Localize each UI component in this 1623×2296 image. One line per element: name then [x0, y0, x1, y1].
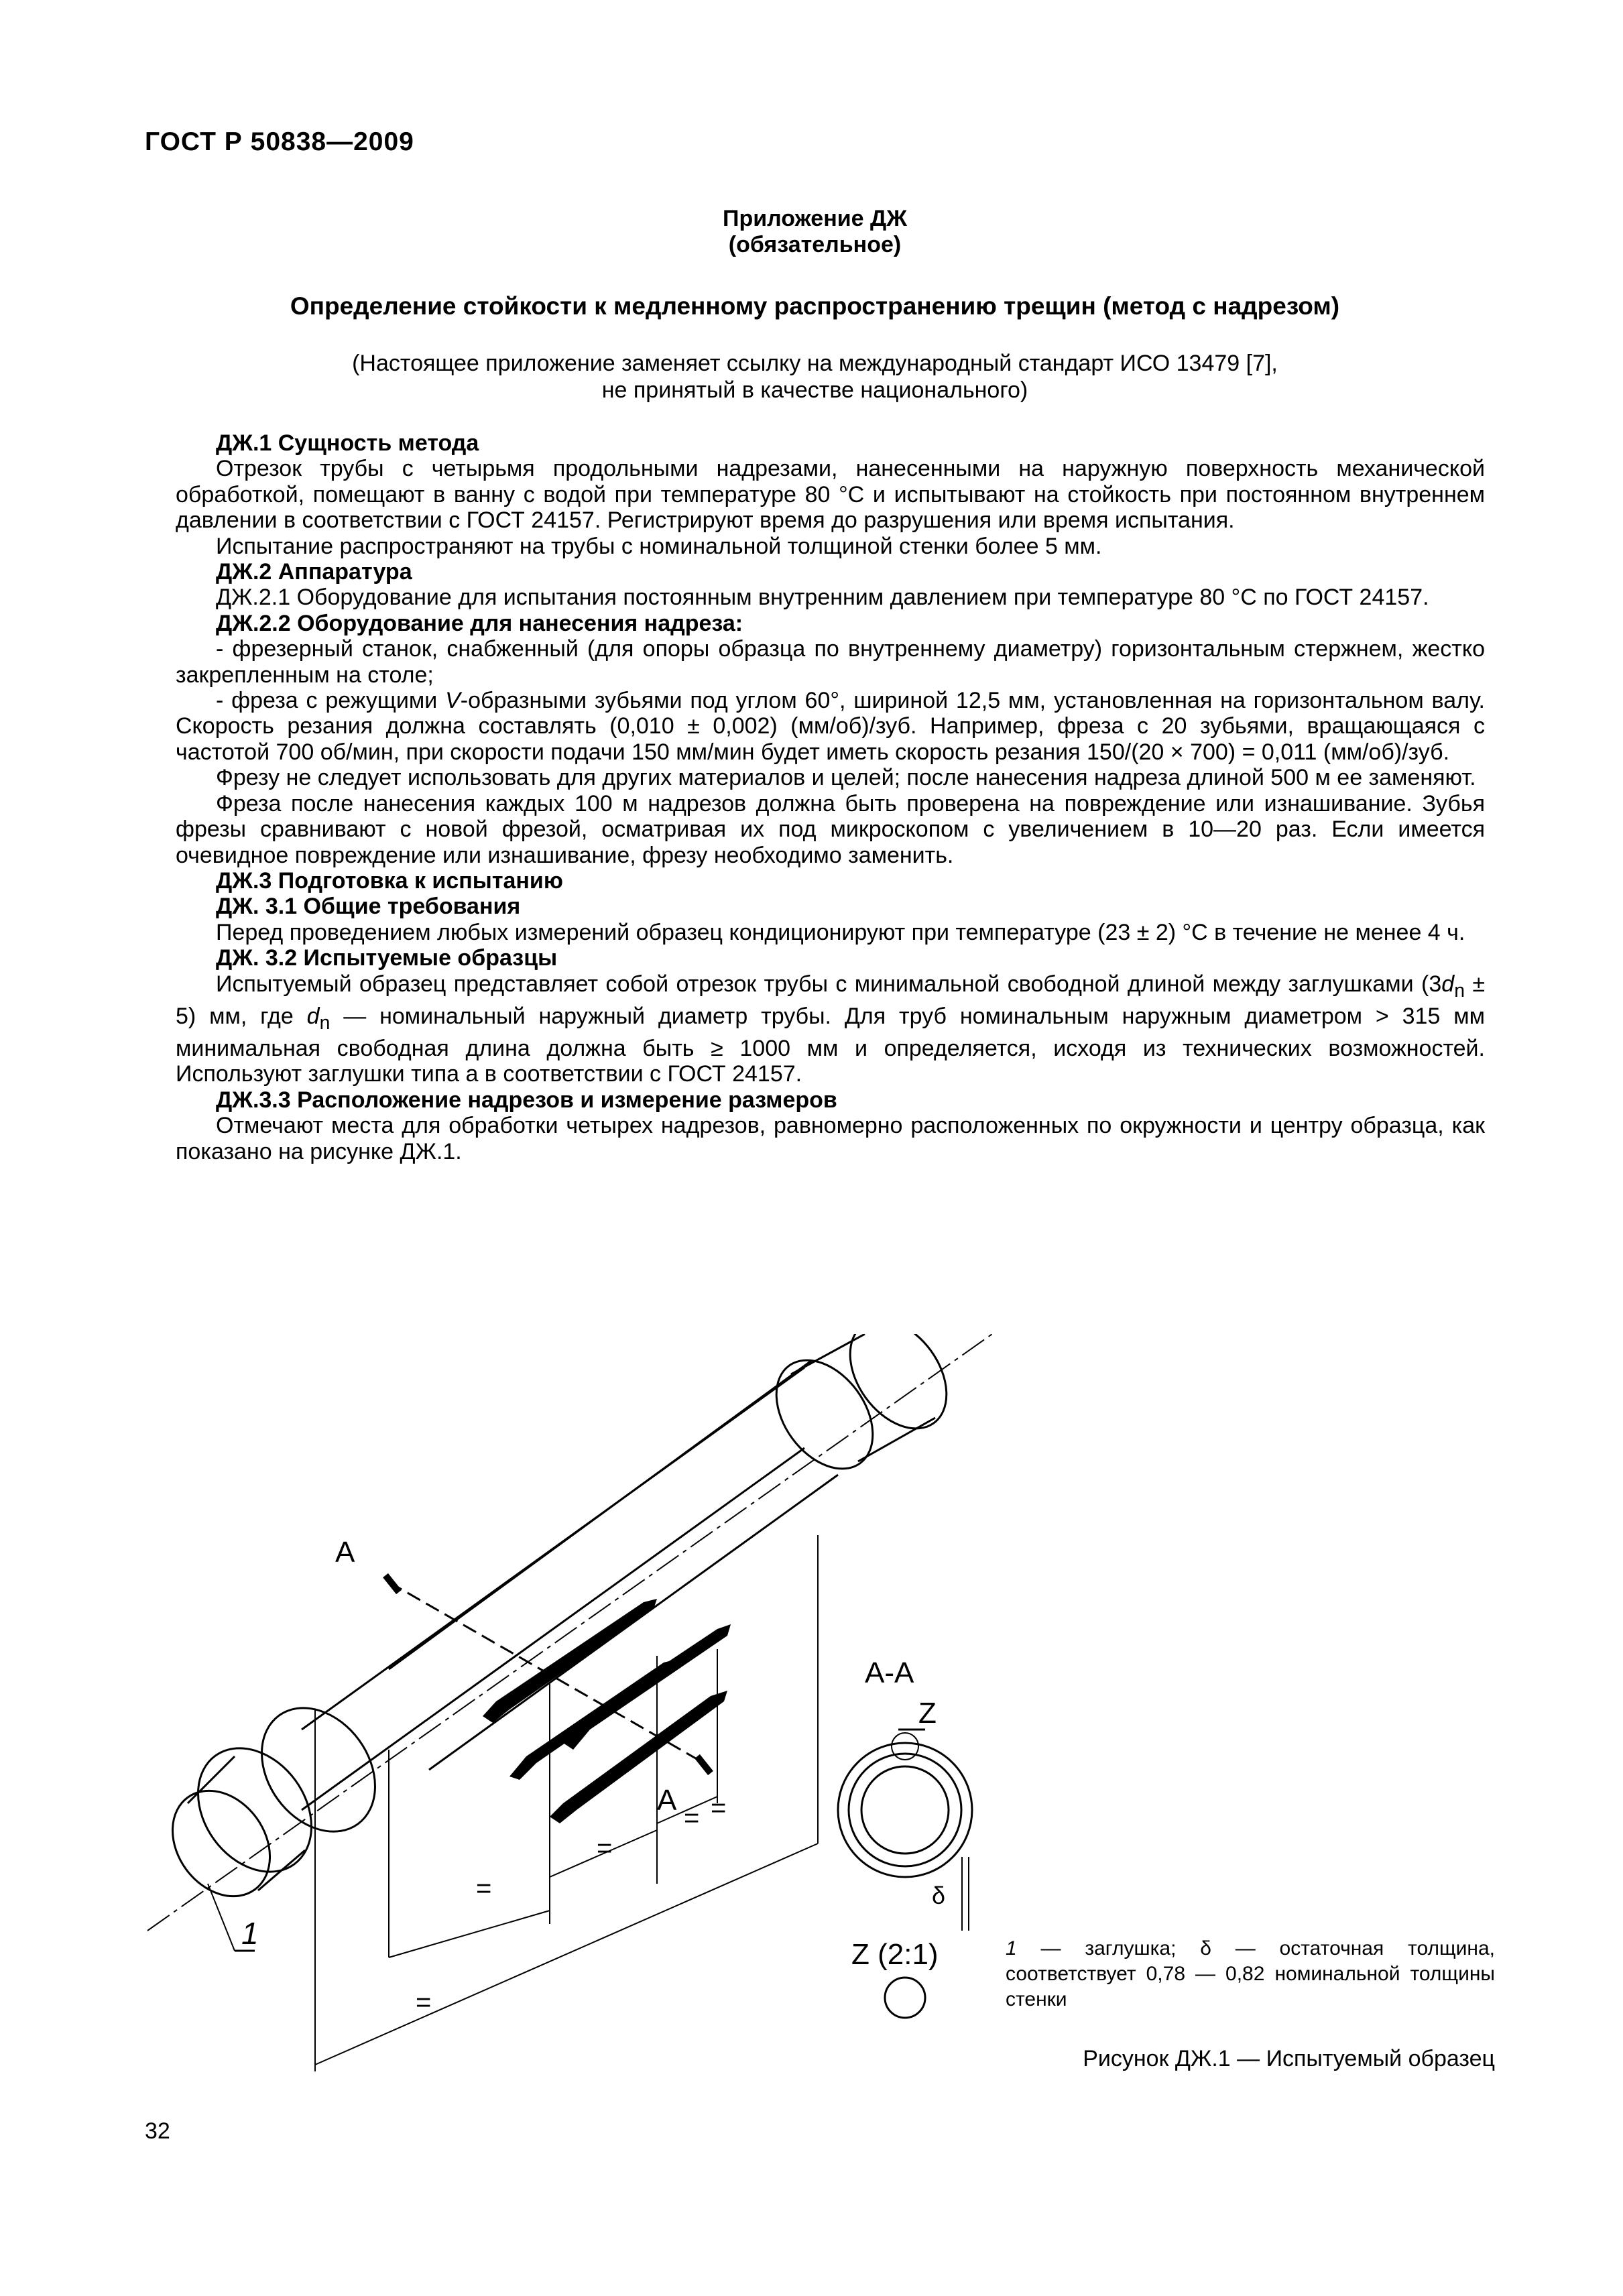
section-2-2-item-1: - фрезерный станок, снабженный (для опоры образца по внутреннему диаметру) горизонтальным стержнем, жестко закрепленным на столе; [176, 636, 1485, 688]
section-3-3-title: ДЖ.3.3 Расположение надрезов и измерение размеров [216, 1087, 837, 1113]
right-plug [757, 1334, 967, 1487]
section-2-2-paragraph-4: Фреза после нанесения каждых 100 м надрезов должна быть проверена на повреждение или изнашивание. Зубья фрезы сравнивают с новой фрезой, осматривая их под микроскопом с увеличением в 10—20 раз. Если имеется очевидное повреждение или изнашивание, фрезу необходимо заменить. [176, 790, 1485, 868]
equal-mark-5: = [416, 1988, 432, 2017]
page-number: 32 [145, 2118, 170, 2144]
section-view-label: А-А [865, 1656, 914, 1689]
callout-1: 1 [241, 1916, 259, 1951]
detail-mark: Z [918, 1697, 937, 1730]
annex-heading: Определение стойкости к медленному распространению трещин (метод с надрезом) [290, 292, 1340, 320]
section-mark-top: А [335, 1536, 355, 1569]
section-2-1: ДЖ.2.1 Оборудование для испытания постоянным внутренним давлением при температуре 80 °С по ГОСТ 24157. [216, 585, 1429, 611]
section-2-2-item-2: - фреза с режущими V-образными зубьями под углом 60°, шириной 12,5 мм, установленная на горизонтальном валу. Скорость резания должна составлять (0,010 ± 0,002) (мм/об)/зуб. Например, фреза с 20 зубьями, вращающаяся с частотой 700 об/мин, при скорости подачи 150 мм/мин будет иметь скорость резания 150/(20 × 700) = 0,011 (мм/об)/зуб. [176, 688, 1485, 765]
equal-mark-2: = [597, 1833, 613, 1863]
annex-note-line1: (Настоящее приложение заменяет ссылку на международный стандарт ИСО 13479 [7], [352, 351, 1278, 376]
delta-symbol: δ [932, 1882, 946, 1909]
section-3-2-title: ДЖ. 3.2 Испытуемые образцы [216, 945, 558, 971]
equal-mark-1: = [476, 1874, 492, 1903]
detail-label: Z (2:1) [851, 1938, 939, 1971]
section-3-2-paragraph: Испытуемый образец представляет собой отрезок трубы с минимальной свободной длиной между заглушками $(3d_n \pm 5)$ мм, где $d_n$ — номинальный наружный диаметр трубы. Для труб номинальным наружным диаметром > 315 мм минимальная свободная длина должна быть ≥ 1000 мм и определяется, исходя из технических возможностей. Используют заглушки типа а в соответствии с ГОСТ 24157. [176, 971, 1486, 1087]
figure-legend: 1 — заглушка; δ — остаточная толщина, соответствует 0,78 — 0,82 номинальной толщины стенки [1006, 1937, 1495, 2010]
equal-mark-4: = [711, 1793, 727, 1823]
section-2-2-paragraph-3: Фрезу не следует использовать для других материалов и целей; после нанесения надреза длиной 500 м ее заменяют. [216, 765, 1476, 791]
body-text [176, 430, 1485, 1164]
document-standard-number: ГОСТ Р 50838—2009 [145, 127, 414, 156]
annex-title: Приложение ДЖ [723, 206, 907, 231]
section-2-title: ДЖ.2 Аппаратура [216, 559, 412, 585]
section-3-1-title: ДЖ. 3.1 Общие требования [216, 894, 521, 920]
section-3-title: ДЖ.3 Подготовка к испытанию [216, 867, 563, 894]
section-view [831, 1649, 1006, 2025]
annex-status: (обязательное) [728, 232, 902, 257]
section-2-2-title: ДЖ.2.2 Оборудование для нанесения надреза: [216, 610, 743, 636]
section-mark-bottom: А [657, 1784, 677, 1817]
annex-note [145, 350, 1485, 404]
equal-mark-3: = [684, 1803, 700, 1833]
section-3-1-paragraph: Перед проведением любых измерений образец кондиционируют при температуре (23 ± 2) °С в течение не менее 4 ч. [216, 919, 1465, 945]
notches [483, 1599, 731, 1823]
left-plug [152, 1686, 398, 1915]
section-1-paragraph-1: Отрезок трубы с четырьмя продольными надрезами, нанесенными на наружную поверхность механической обработкой, помещают в ванну с водой при температуре 80 °С и испытывают на стойкость при постоянном внутреннем давлении в соответствии с ГОСТ 24157. Регистрируют время до разрушения или время испытания. [176, 456, 1485, 534]
section-1-title: ДЖ.1 Сущность метода [216, 430, 479, 456]
section-1-paragraph-2: Испытание распространяют на трубы с номинальной толщиной стенки более 5 мм. [216, 533, 1102, 559]
figure-caption: Рисунок ДЖ.1 — Испытуемый образец [1083, 2046, 1495, 2071]
section-3-3-paragraph: Отмечают места для обработки четырех надрезов, равномерно расположенных по окружности и центру образца, как показано на рисунке ДЖ.1. [176, 1113, 1485, 1164]
annex-note-line2: не принятый в качестве национального) [601, 377, 1028, 403]
